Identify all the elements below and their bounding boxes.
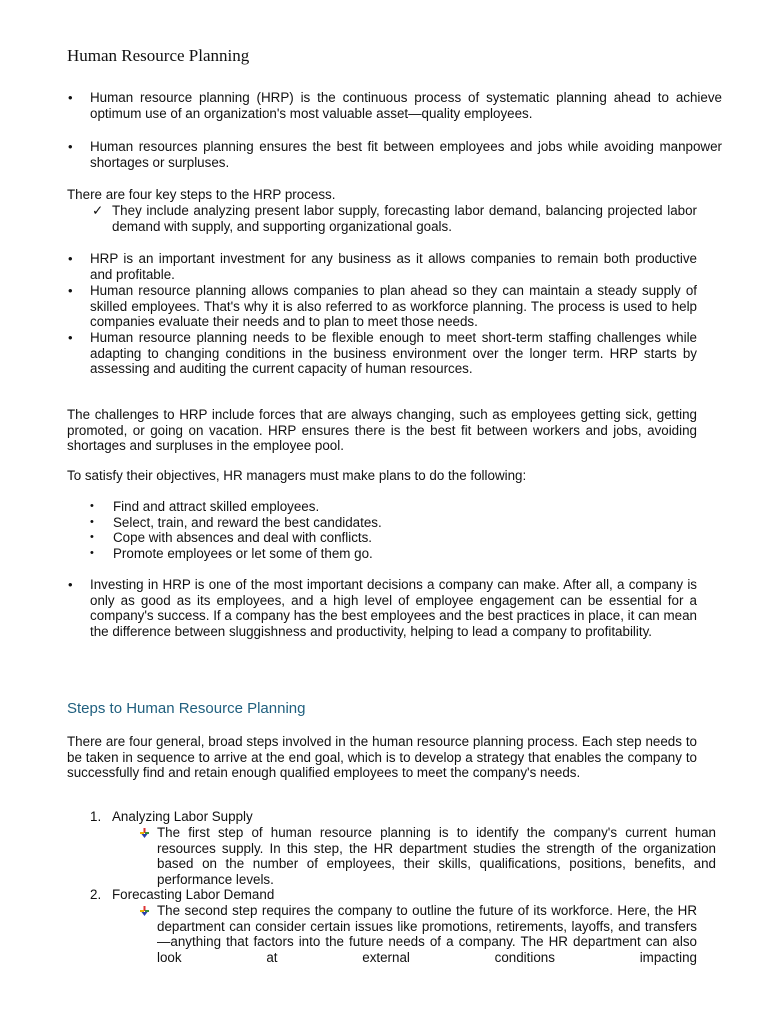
list-item: Cope with absences and deal with conflicts.	[113, 530, 373, 545]
step-number: 2.	[90, 887, 102, 902]
bullet-icon: •	[90, 531, 94, 543]
list-item: Find and attract skilled employees.	[113, 499, 320, 514]
bullet-icon: •	[90, 547, 94, 559]
step-number: 1.	[90, 809, 102, 824]
step-label: Forecasting Labor Demand	[112, 887, 275, 902]
bullet-paragraph: HRP is an important investment for any business as it allows companies to remain both productive and profitable.	[90, 251, 697, 282]
step-description: The first step of human resource planning is to identify the company's current human resources supply. In this step, the HR department studies the strength of the organization based on the number of employees, their skills, qualifications, positions, benefits, and performance levels.	[157, 825, 716, 888]
arrow-down-bullet-icon	[140, 828, 149, 838]
paragraph: The challenges to HRP include forces that are always changing, such as employees getting sick, getting promoted, or going on vacation. HRP ensures there is the best fit between workers and jobs, avoiding shortages and surpluses in the employee pool.	[67, 407, 697, 454]
bullet-paragraph: Human resources planning ensures the best fit between employees and jobs while avoiding manpower shortages or surpluses.	[90, 139, 722, 170]
step-description: The second step requires the company to outline the future of its workforce. Here, the HR department can consider certain issues like promotions, retirements, layoffs, and transfers—anything that factors into the future needs of a company. The HR department can also look at external conditions impacting	[157, 903, 697, 966]
paragraph: To satisfy their objectives, HR managers must make plans to do the following:	[67, 468, 527, 483]
section-heading: Steps to Human Resource Planning	[67, 700, 306, 717]
bullet-icon: •	[68, 577, 73, 592]
checkmark-icon: ✓	[92, 203, 104, 218]
arrow-down-bullet-icon	[140, 906, 149, 916]
list-item: Promote employees or let some of them go.	[113, 546, 373, 561]
bullet-paragraph: Human resource planning (HRP) is the continuous process of systematic planning ahead to achieve optimum use of an organization's most valuable asset—quality employees.	[90, 90, 722, 121]
paragraph: There are four key steps to the HRP process.	[67, 187, 336, 202]
bullet-icon: •	[68, 330, 73, 345]
bullet-paragraph: Human resource planning allows companies to plan ahead so they can maintain a steady supply of skilled employees. That's why it is also referred to as workforce planning. The process is used to help companies evaluate their needs and to plan to meet those needs.	[90, 283, 697, 330]
bullet-icon: •	[90, 500, 94, 512]
check-item: They include analyzing present labor supply, forecasting labor demand, balancing projected labor demand with supply, and supporting organizational goals.	[112, 203, 697, 234]
bullet-icon: •	[68, 139, 73, 154]
bullet-icon: •	[68, 90, 73, 105]
bullet-icon: •	[68, 283, 73, 298]
paragraph: There are four general, broad steps involved in the human resource planning process. Each step needs to be taken in sequence to arrive at the end goal, which is to develop a strategy that enables the company to successfully find and retain enough qualified employees to meet the company's needs.	[67, 734, 697, 781]
step-label: Analyzing Labor Supply	[112, 809, 253, 824]
bullet-paragraph: Human resource planning needs to be flexible enough to meet short-term staffing challenges while adapting to changing conditions in the business environment over the longer term. HRP starts by assessing and auditing the current capacity of human resources.	[90, 330, 697, 377]
document-title: Human Resource Planning	[67, 46, 250, 65]
list-item: Select, train, and reward the best candidates.	[113, 515, 382, 530]
bullet-paragraph: Investing in HRP is one of the most important decisions a company can make. After all, a company is only as good as its employees, and a high level of employee engagement can be essential for a company's success. If a company has the best employees and the best practices in place, it can mean the difference between sluggishness and productivity, helping to lead a company to profitability.	[90, 577, 697, 640]
bullet-icon: •	[68, 251, 73, 266]
bullet-icon: •	[90, 516, 94, 528]
